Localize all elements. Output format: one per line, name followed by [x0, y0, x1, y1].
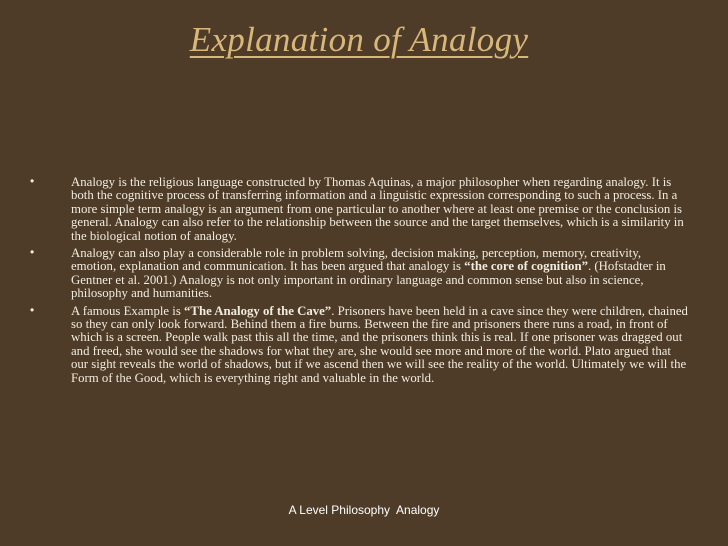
slide-footer: A Level Philosophy Analogy — [288, 503, 440, 517]
bullet-item — [30, 247, 688, 301]
bullet-dot-icon: • — [30, 245, 35, 260]
bullet-emphasis: “the core of cognition” — [464, 259, 588, 274]
bullet-text-part: . Prisoners have been held in a cave since they were children, chained so they can only look forward. Behind them a fire burns. Between the fire and prisoners there runs a road, in front of which is a screen. People walk past this all the time, and the prisoners think this is real. If one prisoner was dragged out and freed, she would see the shadows for what they are, she would see more and more of the world. Plato argued that our sight reveals the world of shadows, but if we ascend then we will see the reality of the world. Ultimately we will the Form of the Good, which is everything right and valuable in the world. — [71, 303, 688, 385]
bullet-dot-icon: • — [30, 174, 35, 188]
bullet-item — [30, 302, 688, 385]
bullet-emphasis: “The Analogy of the Cave” — [184, 303, 332, 318]
bullet-text-part: A famous Example is — [71, 303, 185, 318]
bullet-text-part: Analogy can also play a considerable role in problem solving, decision making, perception, memory, creativity, emotion, explanation and communication. It has been argued that analogy is — [71, 246, 642, 274]
bullet-item — [30, 176, 688, 243]
slide-title: Explanation of Analogy — [189, 20, 529, 59]
bullet-dot-icon: • — [30, 302, 35, 317]
bullet-text-part: . (Hofstadter in Gentner et al. 2001.) Analogy is not only important in ordinary language and common sense but also in science, philosophy and humanities. — [71, 259, 666, 301]
bullet-text: Analogy is the religious language constructed by Thomas Aquinas, a major philosopher when regarding analogy. It is both the cognitive process of transferring information and a linguistic expression corresponding to such a process. In a more simple term analogy is an argument from one particular to another where at least one premise or the conclusion is general. Analogy can also refer to the relationship between the source and the target themselves, which is a similarity in the biological notion of analogy. — [71, 175, 684, 243]
bullet-list — [30, 176, 688, 389]
